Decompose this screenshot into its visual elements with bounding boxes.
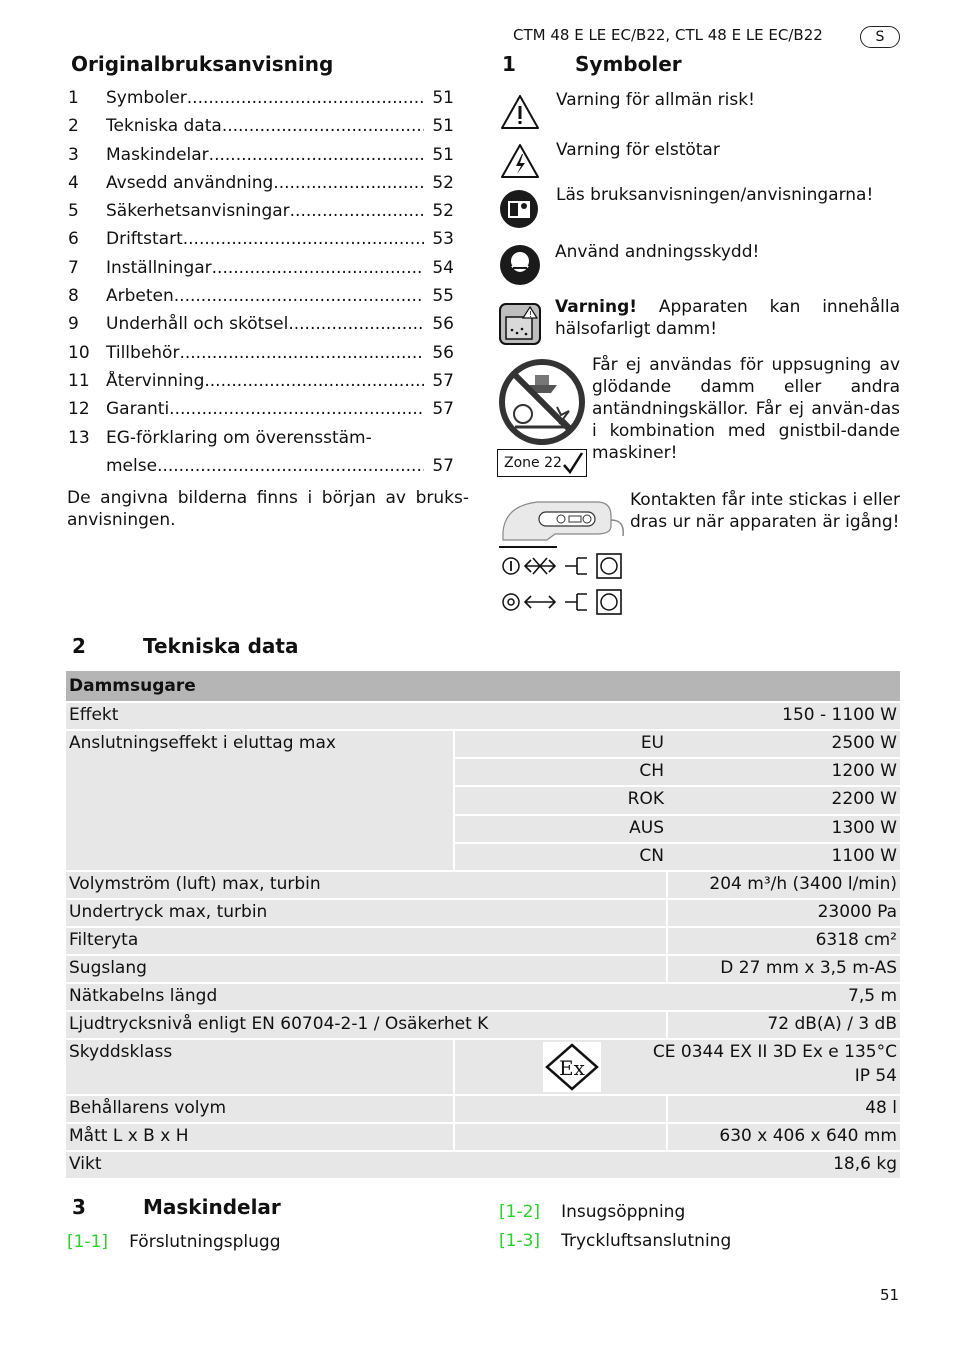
symbol-text-read: Läs bruksanvisningen/anvisningarna! — [556, 185, 874, 205]
row-value: 18,6 kg — [667, 1151, 900, 1179]
toc-title: Tekniska data — [106, 116, 222, 137]
toc-item[interactable] — [68, 173, 454, 201]
ex-mark-text: Ex — [559, 1056, 585, 1080]
row-label: Ljudtrycksnivå enligt EN 60704-2-1 / Osäkerhet K — [66, 1011, 667, 1039]
toc-item[interactable] — [68, 145, 454, 173]
toc-number: 13 — [68, 427, 90, 448]
toc-number: 12 — [68, 399, 90, 420]
toc-page: 52 — [432, 172, 454, 193]
part-item — [499, 1231, 731, 1251]
part-item — [67, 1232, 281, 1252]
toc-item[interactable] — [68, 399, 454, 427]
section-title: Symboler — [575, 52, 682, 76]
section-title: Maskindelar — [143, 1195, 281, 1219]
toc-item[interactable] — [68, 314, 454, 342]
toc-page: 56 — [432, 342, 454, 363]
toc-number: 6 — [68, 229, 79, 250]
table-row — [66, 1123, 900, 1151]
row-label: Behållarens volym — [66, 1095, 454, 1123]
symbol-text-dust — [555, 296, 900, 340]
toc-number: 9 — [68, 314, 79, 335]
row-value: 48 l — [667, 1095, 900, 1123]
row-value: 630 x 406 x 640 mm — [667, 1123, 900, 1151]
row-label: Nätkabelns längd — [66, 983, 667, 1011]
toc-page: 57 — [432, 370, 454, 391]
empty-cell — [454, 1095, 667, 1123]
region-label: EU — [454, 730, 667, 758]
row-value: 204 m³/h (3400 l/min) — [667, 871, 900, 899]
toc-page: 56 — [432, 314, 454, 335]
row-value: 23000 Pa — [667, 899, 900, 927]
region-label: CN — [454, 843, 667, 871]
toc-title: Maskindelar — [106, 144, 209, 165]
row-value: 2500 W — [667, 730, 900, 758]
language-badge: S — [860, 26, 900, 48]
table-header: Dammsugare — [66, 671, 900, 702]
toc-item[interactable] — [68, 258, 454, 286]
row-label: Volymström (luft) max, turbin — [66, 871, 667, 899]
row-value: 72 dB(A) / 3 dB — [667, 1011, 900, 1039]
part-ref[interactable]: [1-2] — [499, 1202, 541, 1222]
toc-item[interactable] — [68, 286, 454, 314]
toc-title: melse — [106, 455, 158, 476]
symbol-text-plug: Kontakten får inte stickas i eller dras ur när apparaten är igång! — [630, 490, 900, 532]
toc-number: 10 — [68, 342, 90, 363]
toc-item[interactable] — [68, 428, 454, 456]
toc-title: EG-förklaring om överensstäm- — [106, 427, 372, 448]
symbol-text-warning: Varning för allmän risk! — [556, 90, 755, 110]
toc-page: 51 — [432, 144, 454, 165]
row-value: D 27 mm x 3,5 m-AS — [667, 955, 900, 983]
toc-page: 57 — [432, 455, 454, 476]
toc-number: 11 — [68, 370, 90, 391]
toc-title: Arbeten — [106, 286, 174, 307]
zone-22-label — [497, 449, 587, 477]
toc-title: Garanti — [106, 399, 170, 420]
part-name: Tryckluftsanslutning — [561, 1231, 732, 1251]
part-item — [499, 1202, 685, 1222]
row-label: Skyddsklass — [66, 1039, 454, 1095]
row-label: Mått L x B x H — [66, 1123, 454, 1151]
toc-number: 4 — [68, 172, 79, 193]
toc-item[interactable] — [68, 116, 454, 144]
ip-rating: IP 54 — [854, 1066, 897, 1086]
toc-title: Symboler — [106, 88, 187, 108]
checkmark-icon — [562, 451, 584, 475]
respirator-icon — [499, 244, 541, 286]
toc-title: Säkerhetsanvisningar — [106, 201, 290, 222]
row-label: Vikt — [66, 1151, 667, 1179]
document-model-header: CTM 48 E LE EC/B22, CTL 48 E LE EC/B22 — [513, 26, 823, 44]
toc-item-continued[interactable] — [68, 456, 454, 484]
no-plug-while-running-icon — [497, 492, 627, 624]
toc-page: 55 — [432, 286, 454, 307]
symbol-text-respirator: Använd andningsskydd! — [555, 242, 760, 262]
table-of-contents — [68, 88, 454, 484]
row-label: Anslutningseffekt i eluttag max — [66, 730, 454, 871]
dust-warning-text: Apparaten kan innehålla hälsofarligt damm! — [555, 297, 900, 339]
part-name: Insugsöppning — [561, 1202, 686, 1222]
toc-title: Tillbehör — [106, 342, 180, 363]
section-number: 1 — [502, 52, 516, 76]
electric-shock-warning-icon — [499, 142, 541, 180]
table-row — [66, 1095, 900, 1123]
toc-item[interactable] — [68, 371, 454, 399]
toc-number: 8 — [68, 286, 79, 307]
toc-title: Driftstart — [106, 229, 183, 250]
toc-page: 51 — [432, 88, 454, 108]
toc-page: 53 — [432, 229, 454, 250]
row-value — [454, 1039, 900, 1095]
row-value: 7,5 m — [667, 983, 900, 1011]
read-manual-icon — [499, 188, 539, 230]
table-row — [66, 871, 900, 899]
row-value: 6318 cm² — [667, 927, 900, 955]
table-row — [66, 1151, 900, 1179]
toc-title: Underhåll och skötsel — [106, 314, 289, 335]
dust-warning-label: Varning! — [555, 297, 638, 317]
toc-page: 51 — [432, 116, 454, 137]
toc-page: 52 — [432, 201, 454, 222]
part-ref[interactable]: [1-3] — [499, 1231, 541, 1251]
row-value: 1300 W — [667, 815, 900, 843]
part-ref[interactable]: [1-1] — [67, 1232, 109, 1252]
atex-ex-mark-icon — [543, 1042, 601, 1092]
hazardous-dust-icon — [499, 303, 541, 345]
toc-title: Avsedd användning — [106, 172, 274, 193]
toc-number: 5 — [68, 201, 79, 222]
toc-title: Inställningar — [106, 257, 212, 278]
figure-note: De angivna bilderna finns i början av bruks-anvisningen. — [67, 488, 469, 530]
toc-item[interactable] — [68, 343, 454, 371]
no-glowing-dust-icon — [497, 359, 587, 447]
table-row — [66, 730, 900, 758]
table-row — [66, 671, 900, 702]
protection-value: CE 0344 EX II 3D Ex e 135°C — [652, 1042, 897, 1062]
row-value: 1200 W — [667, 758, 900, 786]
toc-number: 2 — [68, 116, 79, 137]
toc-page: 54 — [432, 257, 454, 278]
part-name: Förslutningsplugg — [129, 1232, 281, 1252]
table-row — [66, 1011, 900, 1039]
toc-number: 1 — [68, 88, 79, 108]
region-label: AUS — [454, 815, 667, 843]
section-number: 3 — [72, 1195, 86, 1219]
toc-item[interactable] — [68, 201, 454, 229]
manual-title: Originalbruksanvisning — [71, 52, 334, 76]
table-row — [66, 702, 900, 730]
table-row — [66, 1039, 900, 1095]
toc-item[interactable] — [68, 88, 454, 116]
symbol-text-glow: Får ej användas för uppsugning av glödande damm eller andra antändningskällor. Får ej använ-das i kombination med gnistbil-dande maskiner! — [592, 355, 900, 463]
row-value: 2200 W — [667, 786, 900, 814]
table-row — [66, 955, 900, 983]
table-row — [66, 899, 900, 927]
zone-text: Zone 22 — [504, 455, 562, 471]
symbol-text-electric: Varning för elstötar — [556, 140, 720, 160]
toc-item[interactable] — [68, 229, 454, 257]
toc-number: 7 — [68, 257, 79, 278]
row-value: 150 - 1100 W — [667, 702, 900, 730]
toc-number: 3 — [68, 144, 79, 165]
row-value: 1100 W — [667, 843, 900, 871]
table-row — [66, 983, 900, 1011]
region-label: ROK — [454, 786, 667, 814]
page-number: 51 — [880, 1286, 900, 1304]
toc-page: 57 — [432, 399, 454, 420]
region-label: CH — [454, 758, 667, 786]
section-number: 2 — [72, 634, 86, 658]
empty-cell — [454, 1123, 667, 1151]
table-row — [66, 927, 900, 955]
row-label: Undertryck max, turbin — [66, 899, 667, 927]
section-title: Tekniska data — [143, 634, 299, 658]
svg-text:!: ! — [529, 310, 533, 319]
toc-title: Återvinning — [106, 370, 205, 391]
row-label: Sugslang — [66, 955, 667, 983]
technical-data-table — [66, 671, 900, 1180]
warning-triangle-icon — [499, 93, 541, 131]
row-label: Effekt — [66, 702, 667, 730]
row-label: Filteryta — [66, 927, 667, 955]
